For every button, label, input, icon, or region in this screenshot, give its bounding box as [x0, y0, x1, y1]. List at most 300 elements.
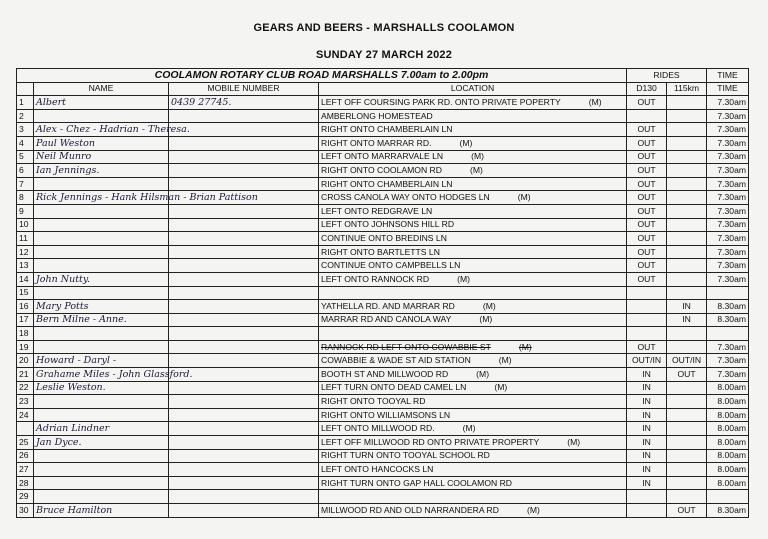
mobile-number: [169, 272, 319, 286]
mobile-number: 0439 27745.: [169, 96, 319, 110]
location: [319, 109, 627, 123]
marshal-mark: (M): [479, 314, 493, 325]
mobile-number: [169, 504, 319, 518]
row-number: 1: [17, 96, 34, 110]
marshall-name: Alex - Chez - Hadrian - Theresa.: [34, 123, 169, 137]
table-row: [17, 204, 749, 218]
marshall-time: 8.00am: [707, 436, 749, 450]
marshall-name: [34, 218, 169, 232]
ride-d130: IN: [627, 463, 667, 477]
ride-115km: [667, 422, 707, 436]
marshall-time: [707, 327, 749, 341]
location-text: RIGHT ONTO MARRAR RD.: [321, 137, 432, 148]
location: [319, 313, 627, 327]
marshal-mark: (M): [526, 504, 540, 515]
table-row: [17, 436, 749, 450]
ride-d130: OUT: [627, 191, 667, 205]
name-header: NAME: [34, 82, 169, 96]
marshall-name: [34, 259, 169, 273]
location: [319, 422, 627, 436]
location: [319, 259, 627, 273]
ride-d130: OUT: [627, 164, 667, 178]
location-text: LEFT ONTO RANNOCK RD: [321, 273, 430, 284]
table-row: [17, 354, 749, 368]
location-text: LEFT OFF COURSING PARK RD. ONTO PRIVATE POPERTY: [321, 96, 561, 107]
table-row: [17, 449, 749, 463]
location: [319, 123, 627, 137]
marshal-mark: (M): [498, 355, 512, 366]
marshall-time: 7.30am: [707, 164, 749, 178]
marshall-time: 8.00am: [707, 422, 749, 436]
banner-row: [17, 69, 749, 83]
location-text: LEFT ONTO HANCOCKS LN: [321, 464, 434, 475]
location: [319, 245, 627, 259]
marshal-mark: (M): [567, 436, 581, 447]
row-number: 6: [17, 164, 34, 178]
row-number: 11: [17, 232, 34, 246]
mobile-number: [169, 286, 319, 300]
location: [319, 381, 627, 395]
marshall-time: 7.30am: [707, 96, 749, 110]
ride-115km: [667, 463, 707, 477]
marshal-mark: (M): [462, 423, 476, 434]
location: [319, 232, 627, 246]
ride-115km: [667, 218, 707, 232]
location: [319, 204, 627, 218]
table-row: [17, 259, 749, 273]
location: [319, 368, 627, 382]
table-row: [17, 368, 749, 382]
marshall-time: 7.30am: [707, 150, 749, 164]
location: [319, 272, 627, 286]
ride-115km: OUT: [667, 368, 707, 382]
marshal-mark: (M): [517, 192, 531, 203]
location-text: CONTINUE ONTO CAMPBELLS LN: [321, 260, 461, 271]
location: [319, 408, 627, 422]
ride-115km: [667, 123, 707, 137]
table-row: [17, 395, 749, 409]
marshall-time: 7.30am: [707, 136, 749, 150]
location-text: RIGHT ONTO CHAMBERLAIN LN: [321, 178, 453, 189]
marshall-name: John Nutty.: [34, 272, 169, 286]
mobile-number: [169, 313, 319, 327]
location-text: LEFT ONTO JOHNSONS HILL RD: [321, 219, 455, 230]
marshall-time: 7.30am: [707, 204, 749, 218]
location-text: RIGHT TURN ONTO TOOYAL SCHOOL RD: [321, 450, 490, 461]
ride-d130: IN: [627, 422, 667, 436]
location: [319, 96, 627, 110]
location: [319, 286, 627, 300]
mobile-number: [169, 436, 319, 450]
mobile-number: [169, 381, 319, 395]
ride-115km: [667, 96, 707, 110]
row-number: 12: [17, 245, 34, 259]
row-number: 5: [17, 150, 34, 164]
marshal-mark: (M): [469, 164, 483, 175]
ride-115km: [667, 204, 707, 218]
location-text: MARRAR RD AND CANOLA WAY: [321, 314, 452, 325]
mobile-number: [169, 204, 319, 218]
ride-115km: OUT/IN: [667, 354, 707, 368]
row-number: 19: [17, 340, 34, 354]
location-text: RIGHT ONTO WILLIAMSONS LN: [321, 409, 451, 420]
row-number: 26: [17, 449, 34, 463]
marshal-mark: (M): [459, 137, 473, 148]
marshal-mark: (M): [457, 273, 470, 284]
ride-d130: [627, 109, 667, 123]
marshall-name: [34, 463, 169, 477]
marshall-time: 7.30am: [707, 232, 749, 246]
marshall-time: 7.30am: [707, 245, 749, 259]
marshall-time: 8.30am: [707, 313, 749, 327]
marshal-mark: (M): [476, 368, 490, 379]
table-row: [17, 96, 749, 110]
location: [319, 395, 627, 409]
marshall-time: 7.30am: [707, 368, 749, 382]
marshall-time: 8.00am: [707, 395, 749, 409]
mobile-number: [169, 177, 319, 191]
ride-115km: [667, 232, 707, 246]
mobile-number: [169, 490, 319, 504]
marshall-name: [34, 245, 169, 259]
mobile-number: [169, 408, 319, 422]
marshall-name: [34, 109, 169, 123]
ride-115km: [667, 109, 707, 123]
ride-115km: [667, 381, 707, 395]
table-row: [17, 232, 749, 246]
ride-d130: OUT: [627, 96, 667, 110]
location-text: MILLWOOD RD AND OLD NARRANDERA RD: [321, 504, 499, 515]
location-text: RIGHT ONTO CHAMBERLAIN LN: [321, 124, 453, 135]
mobile-number: [169, 463, 319, 477]
row-number: 29: [17, 490, 34, 504]
location: [319, 300, 627, 314]
row-number: 13: [17, 259, 34, 273]
location: [319, 150, 627, 164]
marshall-time: 8.00am: [707, 449, 749, 463]
ride-115km: [667, 286, 707, 300]
mobile-number: [169, 136, 319, 150]
location: [319, 354, 627, 368]
marshall-name: Paul Weston: [34, 136, 169, 150]
ride-d130: OUT/IN: [627, 354, 667, 368]
location-text: RIGHT ONTO COOLAMON RD: [321, 164, 442, 175]
mobile-number: [169, 476, 319, 490]
marshal-mark: (M): [482, 300, 496, 311]
location-text: BOOTH ST AND MILLWOOD RD: [321, 368, 449, 379]
ride-115km: [667, 150, 707, 164]
location-text: CROSS CANOLA WAY ONTO HODGES LN: [321, 192, 490, 203]
row-number: 2: [17, 109, 34, 123]
mobile-number: [169, 422, 319, 436]
row-number: 17: [17, 313, 34, 327]
mobile-number: [169, 395, 319, 409]
ride-d130: OUT: [627, 136, 667, 150]
marshall-time: 7.30am: [707, 340, 749, 354]
location-text: LEFT OFF MILLWOOD RD ONTO PRIVATE PROPERTY: [321, 436, 540, 447]
row-number: 20: [17, 354, 34, 368]
table-row: [17, 313, 749, 327]
location-text: LEFT ONTO REDGRAVE LN: [321, 205, 433, 216]
marshall-name: [34, 476, 169, 490]
ride-115km: [667, 177, 707, 191]
rides-header: RIDES: [627, 69, 707, 83]
ride-115km: [667, 476, 707, 490]
marshall-time: 8.30am: [707, 504, 749, 518]
ride-d130: OUT: [627, 218, 667, 232]
marshal-mark: (M): [588, 96, 602, 107]
table-row: [17, 245, 749, 259]
row-number: 4: [17, 136, 34, 150]
location: [319, 476, 627, 490]
ride-d130: OUT: [627, 123, 667, 137]
marshal-mark: (M): [518, 341, 532, 352]
location-text: RIGHT TURN ONTO GAP HALL COOLAMON RD: [321, 477, 513, 488]
marshall-name: Mary Potts: [34, 300, 169, 314]
marshall-time: 8.00am: [707, 408, 749, 422]
mobile-number: [169, 150, 319, 164]
ride-d130: OUT: [627, 177, 667, 191]
ride-d130: OUT: [627, 272, 667, 286]
event-date: SUNDAY 27 MARCH 2022: [315, 49, 453, 61]
marshall-time: 8.30am: [707, 300, 749, 314]
mobile-number: [169, 259, 319, 273]
location-text: COWABBIE & WADE ST AID STATION: [321, 355, 471, 366]
table-row: [17, 272, 749, 286]
row-number: 27: [17, 463, 34, 477]
location-text: AMBERLONG HOMESTEAD: [321, 110, 433, 121]
marshall-name: Albert: [34, 96, 169, 110]
mobile-number: [169, 245, 319, 259]
mobile-number: [169, 340, 319, 354]
row-number: [17, 422, 34, 436]
location: [319, 449, 627, 463]
ride-d130: IN: [627, 368, 667, 382]
row-number: 21: [17, 368, 34, 382]
time-group-header: TIME: [707, 69, 749, 83]
marshall-name: Bruce Hamilton: [34, 504, 169, 518]
mobile-number: [169, 164, 319, 178]
marshall-time: 7.30am: [707, 191, 749, 205]
marshall-name: [34, 204, 169, 218]
ride-115km: [667, 340, 707, 354]
marshall-name: [34, 395, 169, 409]
ride-115km: IN: [667, 300, 707, 314]
row-number: 30: [17, 504, 34, 518]
ride-d130: IN: [627, 395, 667, 409]
table-row: [17, 463, 749, 477]
table-row: [17, 218, 749, 232]
ride-d130: [627, 313, 667, 327]
ride-d130: OUT: [627, 204, 667, 218]
location: [319, 191, 627, 205]
ride-d130: OUT: [627, 245, 667, 259]
ride-d130: OUT: [627, 340, 667, 354]
table-row: [17, 164, 749, 178]
time-header: TIME: [707, 82, 749, 96]
marshall-time: [707, 286, 749, 300]
location: [319, 463, 627, 477]
marshall-time: 7.30am: [707, 259, 749, 273]
marshal-mark: (M): [494, 382, 508, 393]
marshall-name: Adrian Lindner: [34, 422, 169, 436]
ride-115km: [667, 449, 707, 463]
location-text: LEFT ONTO MARRARVALE LN: [321, 151, 444, 162]
location-text: CONTINUE ONTO BREDINS LN: [321, 232, 447, 243]
marshall-name: [34, 327, 169, 341]
ride-d130: IN: [627, 449, 667, 463]
ride-115km: IN: [667, 313, 707, 327]
ride-d130: [627, 327, 667, 341]
ride-115km: OUT: [667, 504, 707, 518]
ride-115km: [667, 191, 707, 205]
ride-d130: [627, 300, 667, 314]
table-row: [17, 123, 749, 137]
mobile-number: [169, 123, 319, 137]
marshall-time: 7.30am: [707, 109, 749, 123]
marshall-time: 8.00am: [707, 463, 749, 477]
marshall-time: 7.30am: [707, 123, 749, 137]
location: [319, 136, 627, 150]
table-row: [17, 300, 749, 314]
row-number: 8: [17, 191, 34, 205]
location-text: YATHELLA RD. AND MARRAR RD: [321, 300, 455, 311]
ride-115km: [667, 259, 707, 273]
marshall-name: [34, 408, 169, 422]
marshall-time: 7.30am: [707, 218, 749, 232]
location-text: LEFT TURN ONTO DEAD CAMEL LN: [321, 382, 467, 393]
mobile-number: [169, 232, 319, 246]
ride-115km: [667, 327, 707, 341]
ride-115km: [667, 164, 707, 178]
row-number: 16: [17, 300, 34, 314]
marshall-name: Grahame Miles - John Glassford.: [34, 368, 169, 382]
ride-d130: IN: [627, 408, 667, 422]
table-row: [17, 504, 749, 518]
location-text: RIGHT ONTO BARTLETTS LN: [321, 246, 440, 257]
column-header-row: [17, 82, 749, 96]
ride-d130: [627, 490, 667, 504]
ride-115km: [667, 136, 707, 150]
mobile-number: [169, 218, 319, 232]
marshall-time: 7.30am: [707, 272, 749, 286]
mobile-header: MOBILE NUMBER: [169, 82, 319, 96]
location: [319, 504, 627, 518]
location-text: RIGHT ONTO TOOYAL RD: [321, 396, 426, 407]
table-row: [17, 422, 749, 436]
d130-header: D130: [627, 82, 667, 96]
ride-d130: [627, 286, 667, 300]
location-header: LOCATION: [319, 82, 627, 96]
ride-115km: [667, 408, 707, 422]
row-number: 7: [17, 177, 34, 191]
document-title: GEARS AND BEERS - MARSHALLS COOLAMON: [253, 22, 515, 34]
marshall-time: 8.00am: [707, 381, 749, 395]
ride-d130: OUT: [627, 150, 667, 164]
marshall-name: [34, 286, 169, 300]
table-row: [17, 150, 749, 164]
table-row: [17, 177, 749, 191]
row-number: 14: [17, 272, 34, 286]
marshall-name: [34, 449, 169, 463]
number-header: [17, 82, 34, 96]
mobile-number: [169, 109, 319, 123]
table-row: [17, 340, 749, 354]
location: [319, 340, 627, 354]
location: [319, 490, 627, 504]
table-row: [17, 286, 749, 300]
ride-d130: IN: [627, 381, 667, 395]
ride-115km: [667, 395, 707, 409]
location-text: LEFT ONTO MILLWOOD RD.: [321, 423, 435, 434]
ride-115km: [667, 272, 707, 286]
marshall-name: [34, 490, 169, 504]
marshall-name: Ian Jennings.: [34, 164, 169, 178]
marshall-time: 8.00am: [707, 476, 749, 490]
row-number: 18: [17, 327, 34, 341]
ride-d130: [627, 504, 667, 518]
roster-banner: COOLAMON ROTARY CLUB ROAD MARSHALLS 7.00am to 2.00pm: [17, 69, 627, 83]
table-row: [17, 191, 749, 205]
mobile-number: [169, 300, 319, 314]
location: [319, 218, 627, 232]
marshall-roster-table: [16, 68, 749, 518]
table-row: [17, 327, 749, 341]
table-row: [17, 136, 749, 150]
marshall-name: [34, 177, 169, 191]
table-row: [17, 109, 749, 123]
row-number: 15: [17, 286, 34, 300]
row-number: 22: [17, 381, 34, 395]
ride-d130: IN: [627, 476, 667, 490]
row-number: 9: [17, 204, 34, 218]
mobile-number: [169, 327, 319, 341]
115km-header: 115km: [667, 82, 707, 96]
row-number: 23: [17, 395, 34, 409]
table-row: [17, 381, 749, 395]
location: [319, 177, 627, 191]
table-row: [17, 490, 749, 504]
row-number: 25: [17, 436, 34, 450]
table-row: [17, 408, 749, 422]
row-number: 3: [17, 123, 34, 137]
ride-115km: [667, 490, 707, 504]
ride-115km: [667, 436, 707, 450]
mobile-number: [169, 354, 319, 368]
row-number: 10: [17, 218, 34, 232]
marshall-name: Leslie Weston.: [34, 381, 169, 395]
location: [319, 327, 627, 341]
marshall-name: Neil Munro: [34, 150, 169, 164]
row-number: 28: [17, 476, 34, 490]
location: [319, 164, 627, 178]
location: [319, 436, 627, 450]
ride-115km: [667, 245, 707, 259]
marshall-name: Rick Jennings - Hank Hilsman - Brian Pattison: [34, 191, 169, 205]
marshall-time: [707, 490, 749, 504]
marshal-mark: (M): [471, 151, 484, 162]
marshall-time: 7.30am: [707, 354, 749, 368]
location-text: RANNOCK RD LEFT ONTO COWABBIE ST: [321, 341, 491, 352]
marshall-time: 7.30am: [707, 177, 749, 191]
marshall-name: Jan Dyce.: [34, 436, 169, 450]
table-row: [17, 476, 749, 490]
ride-d130: IN: [627, 436, 667, 450]
marshall-name: Bern Milne - Anne.: [34, 313, 169, 327]
marshall-name: Howard - Daryl -: [34, 354, 169, 368]
row-number: 24: [17, 408, 34, 422]
marshall-name: [34, 232, 169, 246]
